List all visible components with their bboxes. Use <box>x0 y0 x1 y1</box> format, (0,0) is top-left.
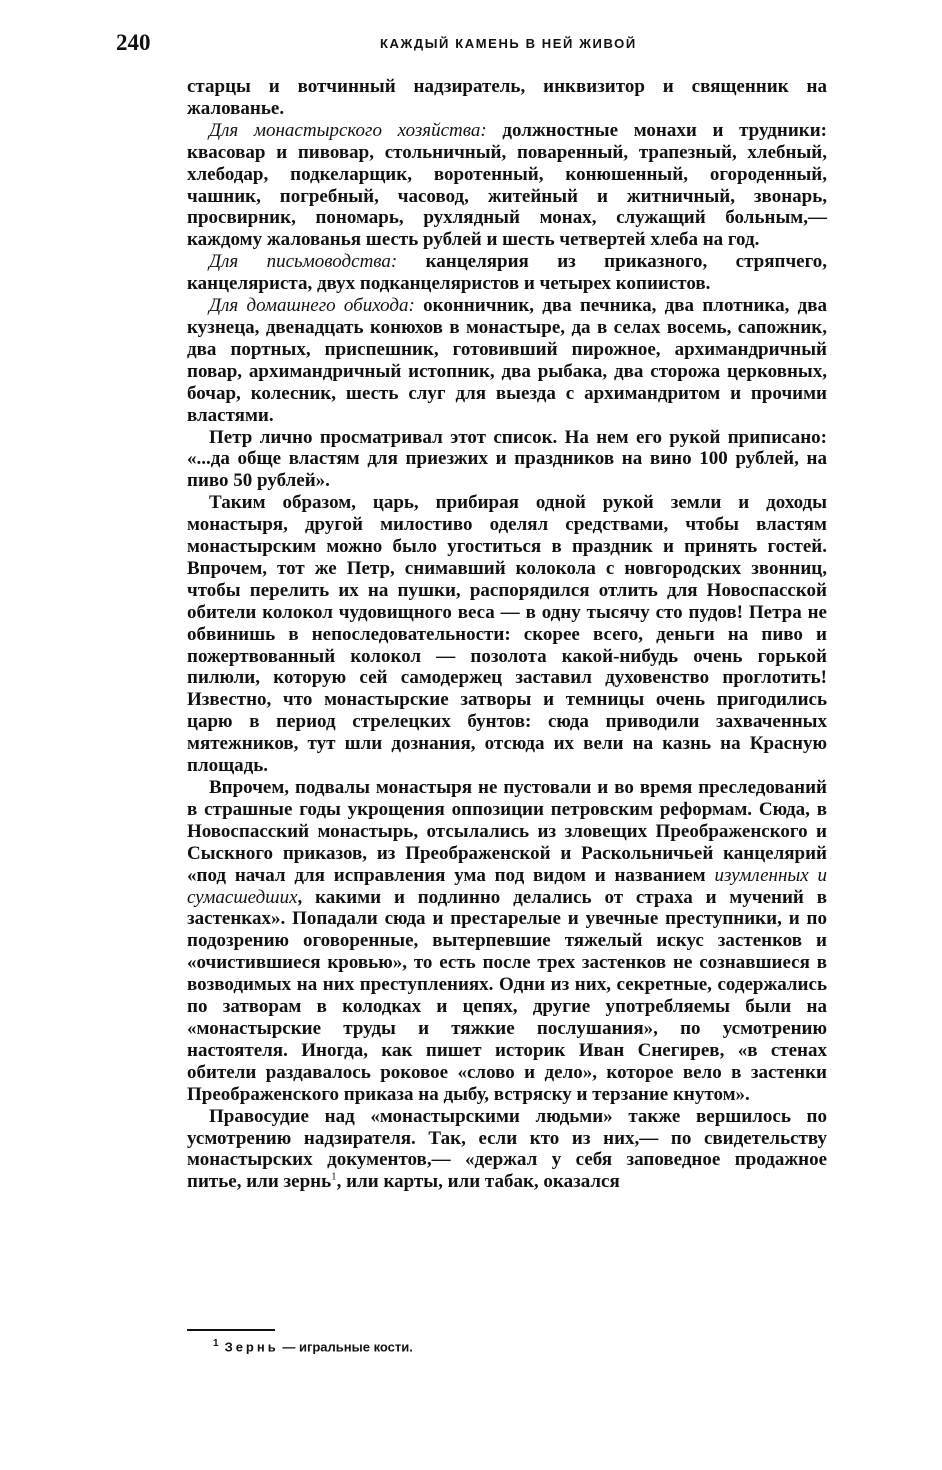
paragraph-4 <box>187 295 827 426</box>
paragraph-lead: Для письмоводства: <box>209 251 398 273</box>
paragraph-lead: Для монастырского хозяйства: <box>209 119 487 141</box>
paragraph-text: старцы и вотчинный надзиратель, инквизитор и священник на жалованье. <box>187 76 827 119</box>
paragraph-3 <box>187 251 827 295</box>
paragraph-7 <box>187 777 827 1106</box>
paragraph-text: оконничник, два печника, два плотника, два кузнеца, двенадцать конюхов в монастыре, да в селах восемь, сапожник, два портных, приспешник, готовивший пирожное, архимандричный повар, архимандричный истопник, два рыбака, два сторожа церковных, бочар, колесник, шесть слуг для выезда с архимандритом и прочими властями. <box>187 295 827 426</box>
footnote-divider <box>187 1329 275 1331</box>
footnote-reference[interactable]: 1 <box>331 1170 337 1183</box>
footnote <box>213 1338 413 1354</box>
paragraph-text: канцелярия из приказного, стряпчего, канцеляриста, двух подканцеляристов и четырех копиистов. <box>187 251 827 295</box>
footnote-definition: — игральные кости. <box>278 1339 413 1355</box>
body-text <box>187 76 827 1193</box>
paragraph-2 <box>187 120 827 251</box>
paragraph-6 <box>187 492 827 777</box>
paragraph-text: должностные монахи и трудники: квасовар и пивовар, стольничный, поваренный, трапезный, хлебный, хлебодар, подкеларщик, воротенный, конюшенный, огороденный, чашник, погребный, часовод, житейный и житничный, звонарь, просвирник, пономарь, рухлядный монах, служащий больным,— каждому жалованья шесть рублей и шесть четвертей хлеба на год. <box>187 119 827 251</box>
paragraph-text: Впрочем, подвалы монастыря не пустовали и во время преследований в страшные годы укрощения оппозиции петровским реформам. Сюда, в Новоспасский монастырь, отсылались из зловещих Преображенского и Сыскного приказов, из Преображенской и Раскольничьей канцелярий «под начал для исправления ума под видом и названием <box>187 777 827 886</box>
paragraph-text: Таким образом, царь, прибирая одной рукой земли и доходы монастыря, другой милостиво оделял средствами, чтобы властям монастырским можно было угоститься в праздник и принять гостей. Впрочем, тот же Петр, снимавший колокола с новгородских звонниц, чтобы перелить их на пушки, распорядился отлить для Новоспасской обители колокол чудовищного веса — в одну тысячу сто пудов! Петра не обвинишь в непоследовательности: скорее всего, деньги на пиво и пожертвованный колокол — позолота какой-нибудь очень горькой пилюли, которую сей самодержец заставил духовенство проглотить! Известно, что монастырские затворы и темницы очень пригодились царю в период стрелецких бунтов: сюда приводили захваченных мятежников, тут шли дознания, отсюда их вели на казнь на Красную площадь. <box>187 492 827 777</box>
paragraph-8 <box>187 1106 827 1194</box>
paragraph-text: , или карты, или табак, оказался <box>336 1171 620 1193</box>
page-number: 240 <box>116 30 151 55</box>
paragraph-5 <box>187 427 827 493</box>
paragraph-lead: Для домашнего обихода: <box>209 295 415 317</box>
page-header <box>0 26 942 66</box>
paragraph-text: , какими и подлинно делались от страха и мучений в застенках». Попадали сюда и престарелые и увечные преступники, и по подозрению оговоренные, вытерпевшие тяжелый искус застенков и «очистившиеся кровью», то есть после трех застенков не сознавшиеся в возводимых на них преступлениях. Одни из них, секретные, содержались по затворам в колодках и цепях, другие употребляемы были на «монастырские труды и тяжкие послушания», по усмотрению настоятеля. Иногда, как пишет историк Иван Снегирев, «в стенах обители раздавалось роковое «слово и дело», которое вело в застенки Преображенского приказа на дыбу, встряску и терзание кнутом». <box>187 886 827 1105</box>
footnote-marker: 1 <box>213 1338 219 1349</box>
paragraph-text: Петр лично просматривал этот список. На нем его рукой приписано: «...да обще властям для приезжих и праздников на вино 100 рублей, на пиво 50 рублей». <box>187 426 827 492</box>
running-title: КАЖДЫЙ КАМЕНЬ В НЕЙ ЖИВОЙ <box>380 36 637 51</box>
paragraph-text: Правосудие над «монастырскими людьми» также вершилось по усмотрению надзирателя. Так, если кто из них,— по свидетельству монастырских документов,— «держал у себя заповедное продажное питье, или зернь <box>187 1105 827 1193</box>
paragraph-emphasis: изумленных и сумасшедших <box>187 864 827 908</box>
paragraph-1 <box>187 76 827 120</box>
footnote-term: Зернь <box>224 1339 279 1355</box>
